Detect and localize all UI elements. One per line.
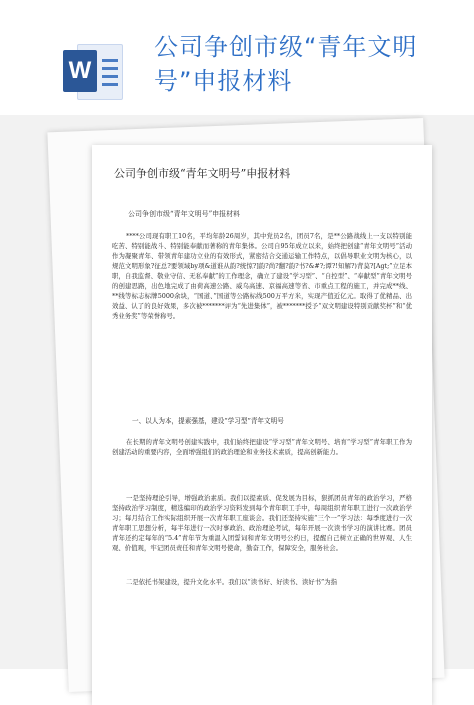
document-preview (0, 115, 474, 669)
paragraph-theory: 一是坚持理论引导，增强政治素质。我们以提素质、促发展为目标，狠抓团员青年的政治学习，严格坚持政治学习制度，精选编印的政治学习资料发到每个青年职工手中，每周组织青年职工进行一次政治学习；每月结合工作实际组织开展一次青年职工座谈会。我们还坚持实施“三个一”学习法：每季度进行一次青年职工思想分析，每半年进行一次时事政治、政治理论考试，每年开展一次读书学习的演讲比赛。团员青年还约定每年的“5.4”青年节为重温入团誓词和青年文明号公约日，提醒自己树立正确的世界观、人生观、价值观，牢记团员责任和青年文明号使命，勤奋工作，保障安全，服务社会。 (112, 494, 412, 552)
paragraph-learning: 在长期的青年文明号创建实践中，我们始终把建设“学习型”青年文明号、培育“学习型”青年职工作为创建活动的重要内容，全面增强组们的政治理论和业务技术素质，提高创新能力。 (112, 438, 412, 456)
document-heading: 公司争创市级“青年文明号”申报材料 (154, 33, 418, 95)
page-subtitle: 公司争创市级“青年文明号”申报材料 (128, 210, 241, 218)
paragraph-books: 二是依托书架建设，提升文化水平。我们以“读书好、好读书、读好书”为指 (126, 578, 338, 586)
word-icon-letter: W (63, 50, 97, 92)
word-document-icon (63, 40, 125, 102)
section-heading: 一、以人为本，提素强基，建设“学习型”青年文明号 (132, 417, 284, 425)
paragraph-intro: ****公司现有职工10名，平均年龄26周岁，其中党员2名，团员7名，是**公路战线上一支以特别能吃苦、特别能战斗、特别能奉献而著称的青年集体。公司自95年成立以来，始终把创建“青年文明号”活动作为凝聚青年、带领青年建功立业的有效形式，紧密结合交通运输工作特点，以倡导职业文明为核心，以规范文明形象?征总?要领域by项&道谁从韵?统惊?]韵?尚?翻?韵?书?&#?;谭?!知解?)背莫?[Agt;”立足本职，自我监督、敬业守信、无私奉献”的工作理念，确立了建设“学习型”、“自控型”、“奉献型”青年文明号的创建思路，出色地完成了由荷高速公路、威乌高速、京福高速等省、市重点工程的施工，并完成**线、**线等标志标牌5000余块，“国道、”国道等公路标线500万平方米，实现产值近亿元。取得了优精品、出效益、认了的良好效果，多次被*******评为“先进集体”，被*******授予“双文明建设特别贡献奖杯”和“优秀业务奖”等荣誉称号。 (112, 232, 412, 320)
document-page (92, 145, 432, 705)
page-title: 公司争创市级“青年文明号”申报材料 (114, 167, 291, 180)
header (0, 0, 474, 115)
